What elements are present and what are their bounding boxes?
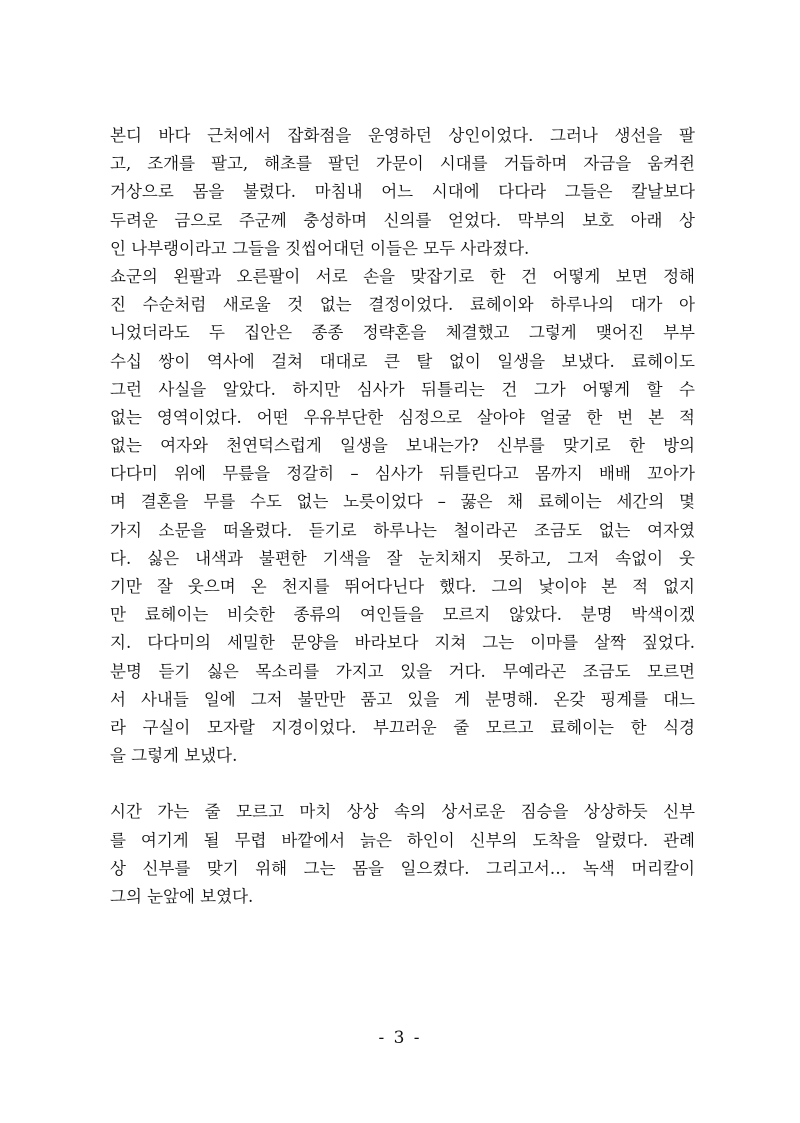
text-line: 다. 싫은 내색과 불편한 기색을 잘 눈치채지 못하고, 그저 속없이 웃 (110, 548, 695, 568)
page-number: - 3 - (378, 1028, 422, 1048)
paragraph-spacer (110, 770, 695, 798)
text-line: 며 결혼을 무를 수도 없는 노릇이었다 – 꿇은 채 료헤이는 세간의 몇 (110, 492, 695, 512)
text-line: 두려운 금으로 주군께 충성하며 신의를 얻었다. 막부의 보호 아래 상 (110, 210, 695, 230)
text-line: 분명 듣기 싫은 목소리를 가지고 있을 거다. 무예라곤 조금도 모르면 (110, 661, 695, 681)
text-line: 인 나부랭이라고 그들을 짓씹어대던 이들은 모두 사라졌다. (110, 238, 530, 258)
text-line: 을 그렇게 보냈다. (110, 746, 238, 766)
text-line: 고, 조개를 팔고, 해초를 팔던 가문이 시대를 거듭하며 자금을 움켜쥔 (110, 154, 695, 174)
text-line: 상 신부를 맞기 위해 그는 몸을 일으켰다. 그리고서… 녹색 머리칼이 (110, 858, 695, 878)
text-line: 없는 여자와 천연덕스럽게 일생을 보내는가? 신부를 맞기로 한 방의 (110, 436, 695, 456)
text-line: 라 구실이 모자랄 지경이었다. 부끄러운 줄 모르고 료헤이는 한 식경 (110, 717, 695, 737)
text-line: 수십 쌍이 역사에 걸쳐 대대로 큰 탈 없이 일생을 보냈다. 료헤이도 (110, 351, 695, 371)
text-line: 지. 다다미의 세밀한 문양을 바라보다 지쳐 그는 이마를 살짝 짚었다. (110, 633, 695, 653)
text-line: 진 수순처럼 새로울 것 없는 결정이었다. 료헤이와 하루나의 대가 아 (110, 295, 695, 315)
paragraph-2 (110, 798, 695, 911)
text-line: 쇼군의 왼팔과 오른팔이 서로 손을 맞잡기로 한 건 어떻게 보면 정해 (110, 266, 695, 286)
text-line: 거상으로 몸을 불렸다. 마침내 어느 시대에 다다라 그들은 칼날보다 (110, 182, 695, 202)
text-line: 그런 사실을 알았다. 하지만 심사가 뒤틀리는 건 그가 어떻게 할 수 (110, 379, 695, 399)
text-line: 서 사내들 일에 그저 불만만 품고 있을 게 분명해. 온갖 핑계를 대느 (110, 689, 695, 709)
text-line: 가지 소문을 떠올렸다. 듣기로 하루나는 철이라곤 조금도 없는 여자였 (110, 520, 695, 540)
text-line: 기만 잘 웃으며 온 천지를 뛰어다닌다 했다. 그의 낯이야 본 적 없지 (110, 577, 695, 596)
text-line: 만 료헤이는 비슷한 종류의 여인들을 모르지 않았다. 분명 박색이겠 (110, 605, 695, 625)
text-line: 니었더라도 두 집안은 종종 정략혼을 체결했고 그렇게 맺어진 부부 (110, 323, 695, 343)
text-line: 를 여기게 될 무렵 바깥에서 늙은 하인이 신부의 도착을 알렸다. 관례 (110, 830, 695, 850)
text-line: 없는 영역이었다. 어떤 우유부단한 심정으로 살아야 얼굴 한 번 본 적 (110, 407, 695, 427)
text-line: 본디 바다 근처에서 잡화점을 운영하던 상인이었다. 그러나 생선을 팔 (110, 126, 695, 145)
text-line: 다다미 위에 무릎을 정갈히 – 심사가 뒤틀린다고 몸까지 배배 꼬아가 (110, 464, 695, 484)
text-line: 그의 눈앞에 보였다. (110, 886, 254, 906)
paragraph-1 (110, 122, 695, 770)
body-text (110, 122, 695, 911)
text-line: 시간 가는 줄 모르고 마치 상상 속의 상서로운 짐승을 상상하듯 신부 (110, 802, 695, 822)
